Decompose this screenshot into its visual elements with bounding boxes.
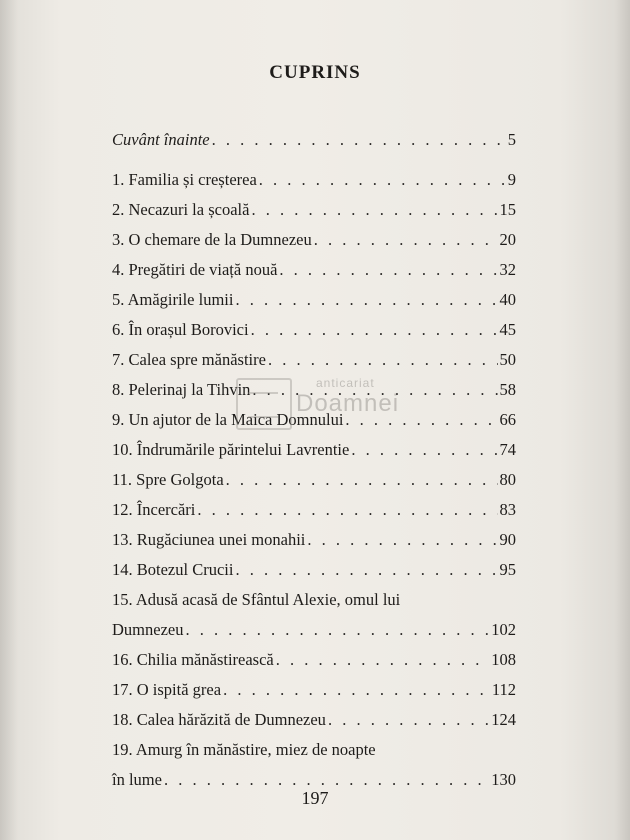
- toc-entry-title: 18. Calea hărăzită de Dumnezeu: [112, 710, 326, 729]
- toc-entry-title-line1: 15. Adusă acasă de Sfântul Alexie, omul lui: [112, 590, 401, 609]
- toc-entry-6: [112, 315, 516, 345]
- toc-entry-title: 10. Îndrumările părintelui Lavrentie: [112, 440, 350, 459]
- toc-entry-13: [112, 525, 516, 555]
- toc-entry-title: Cuvânt înainte: [112, 130, 210, 149]
- toc-entry-title: 7. Calea spre mănăstire: [112, 350, 266, 369]
- toc-entry-9: [112, 405, 516, 435]
- dot-leader: [345, 405, 497, 435]
- toc-entry-page: 108: [491, 650, 516, 669]
- toc-entry-title-line2: în lume: [112, 770, 162, 789]
- toc-entry-title: 2. Necazuri la școală: [112, 200, 250, 219]
- watermark-main-text: Doamnei: [296, 390, 400, 417]
- dot-leader: [351, 435, 497, 465]
- toc-entry-page: 66: [499, 410, 516, 429]
- dot-leader: [212, 125, 506, 155]
- toc-entry-page: 90: [499, 530, 516, 549]
- toc-entry-page: 130: [491, 770, 516, 789]
- dot-leader: [251, 315, 498, 345]
- toc-entry-title: 11. Spre Golgota: [112, 470, 224, 489]
- toc-entry-page: 74: [499, 440, 516, 459]
- toc-entry-title: 1. Familia și creșterea: [112, 170, 257, 189]
- dot-leader: [235, 555, 497, 585]
- toc-entry-title: 16. Chilia mănăstirească: [112, 650, 274, 669]
- toc-entry-3: [112, 225, 516, 255]
- toc-entry-page: 32: [499, 260, 516, 279]
- toc-entry-page: 80: [499, 470, 516, 489]
- table-of-contents: [112, 125, 516, 795]
- toc-entry-5: [112, 285, 516, 315]
- dot-leader: [197, 495, 497, 525]
- toc-entry-foreword: [112, 125, 516, 155]
- dot-leader: [226, 465, 498, 495]
- toc-entry-18: [112, 705, 516, 735]
- toc-entry-19: [112, 735, 516, 795]
- toc-entry-title-line1: 19. Amurg în mănăstire, miez de noapte: [112, 740, 376, 759]
- toc-entry-title: 4. Pregătiri de viață nouă: [112, 260, 278, 279]
- dot-leader: [235, 285, 497, 315]
- toc-entry-title: 9. Un ajutor de la Maica Domnului: [112, 410, 344, 429]
- dot-leader: [268, 345, 498, 375]
- toc-entry-14: [112, 555, 516, 585]
- toc-entry-16: [112, 645, 516, 675]
- toc-entry-title-line2: Dumnezeu: [112, 620, 184, 639]
- toc-entry-title: 13. Rugăciunea unei monahii: [112, 530, 306, 549]
- toc-entry-7: [112, 345, 516, 375]
- toc-entry-page: 50: [499, 350, 516, 369]
- toc-entry-17: [112, 675, 516, 705]
- toc-entry-title: 12. Încercări: [112, 500, 196, 519]
- toc-entry-page: 5: [507, 130, 516, 149]
- toc-entry-title: 8. Pelerinaj la Tihvin: [112, 380, 251, 399]
- dot-leader: [307, 525, 497, 555]
- dot-leader: [279, 255, 497, 285]
- dot-leader: [314, 225, 498, 255]
- toc-entry-page: 112: [491, 680, 516, 699]
- toc-entry-page: 20: [499, 230, 516, 249]
- toc-entry-page: 102: [491, 620, 516, 639]
- toc-entry-page: 15: [499, 200, 516, 219]
- toc-entry-15: [112, 585, 516, 645]
- toc-entry-12: [112, 495, 516, 525]
- dot-leader: [259, 165, 506, 195]
- toc-entry-8: [112, 375, 516, 405]
- page-number: 197: [301, 788, 329, 808]
- toc-entry-1: [112, 165, 516, 195]
- toc-entry-page: 58: [499, 380, 516, 399]
- dot-leader: [252, 375, 497, 405]
- dot-leader: [223, 675, 490, 705]
- toc-entry-page: 83: [499, 500, 516, 519]
- dot-leader: [328, 705, 489, 735]
- toc-entry-title: 3. O chemare de la Dumnezeu: [112, 230, 312, 249]
- toc-entry-page: 9: [507, 170, 516, 189]
- toc-entry-page: 124: [491, 710, 516, 729]
- dot-leader: [185, 615, 489, 645]
- toc-entry-page: 40: [499, 290, 516, 309]
- toc-entry-page: 45: [499, 320, 516, 339]
- toc-entry-4: [112, 255, 516, 285]
- page-heading: CUPRINS: [269, 62, 361, 83]
- dot-leader: [251, 195, 497, 225]
- toc-entry-page: 95: [499, 560, 516, 579]
- dot-leader: [276, 645, 490, 675]
- toc-entry-title: 14. Botezul Crucii: [112, 560, 234, 579]
- toc-entry-11: [112, 465, 516, 495]
- toc-entry-title: 6. În orașul Borovici: [112, 320, 249, 339]
- toc-entry-title: 17. O ispită grea: [112, 680, 222, 699]
- watermark-top-text: anticariat: [316, 376, 375, 390]
- toc-entry-2: [112, 195, 516, 225]
- toc-entry-10: [112, 435, 516, 465]
- toc-entry-title: 5. Amăgirile lumii: [112, 290, 234, 309]
